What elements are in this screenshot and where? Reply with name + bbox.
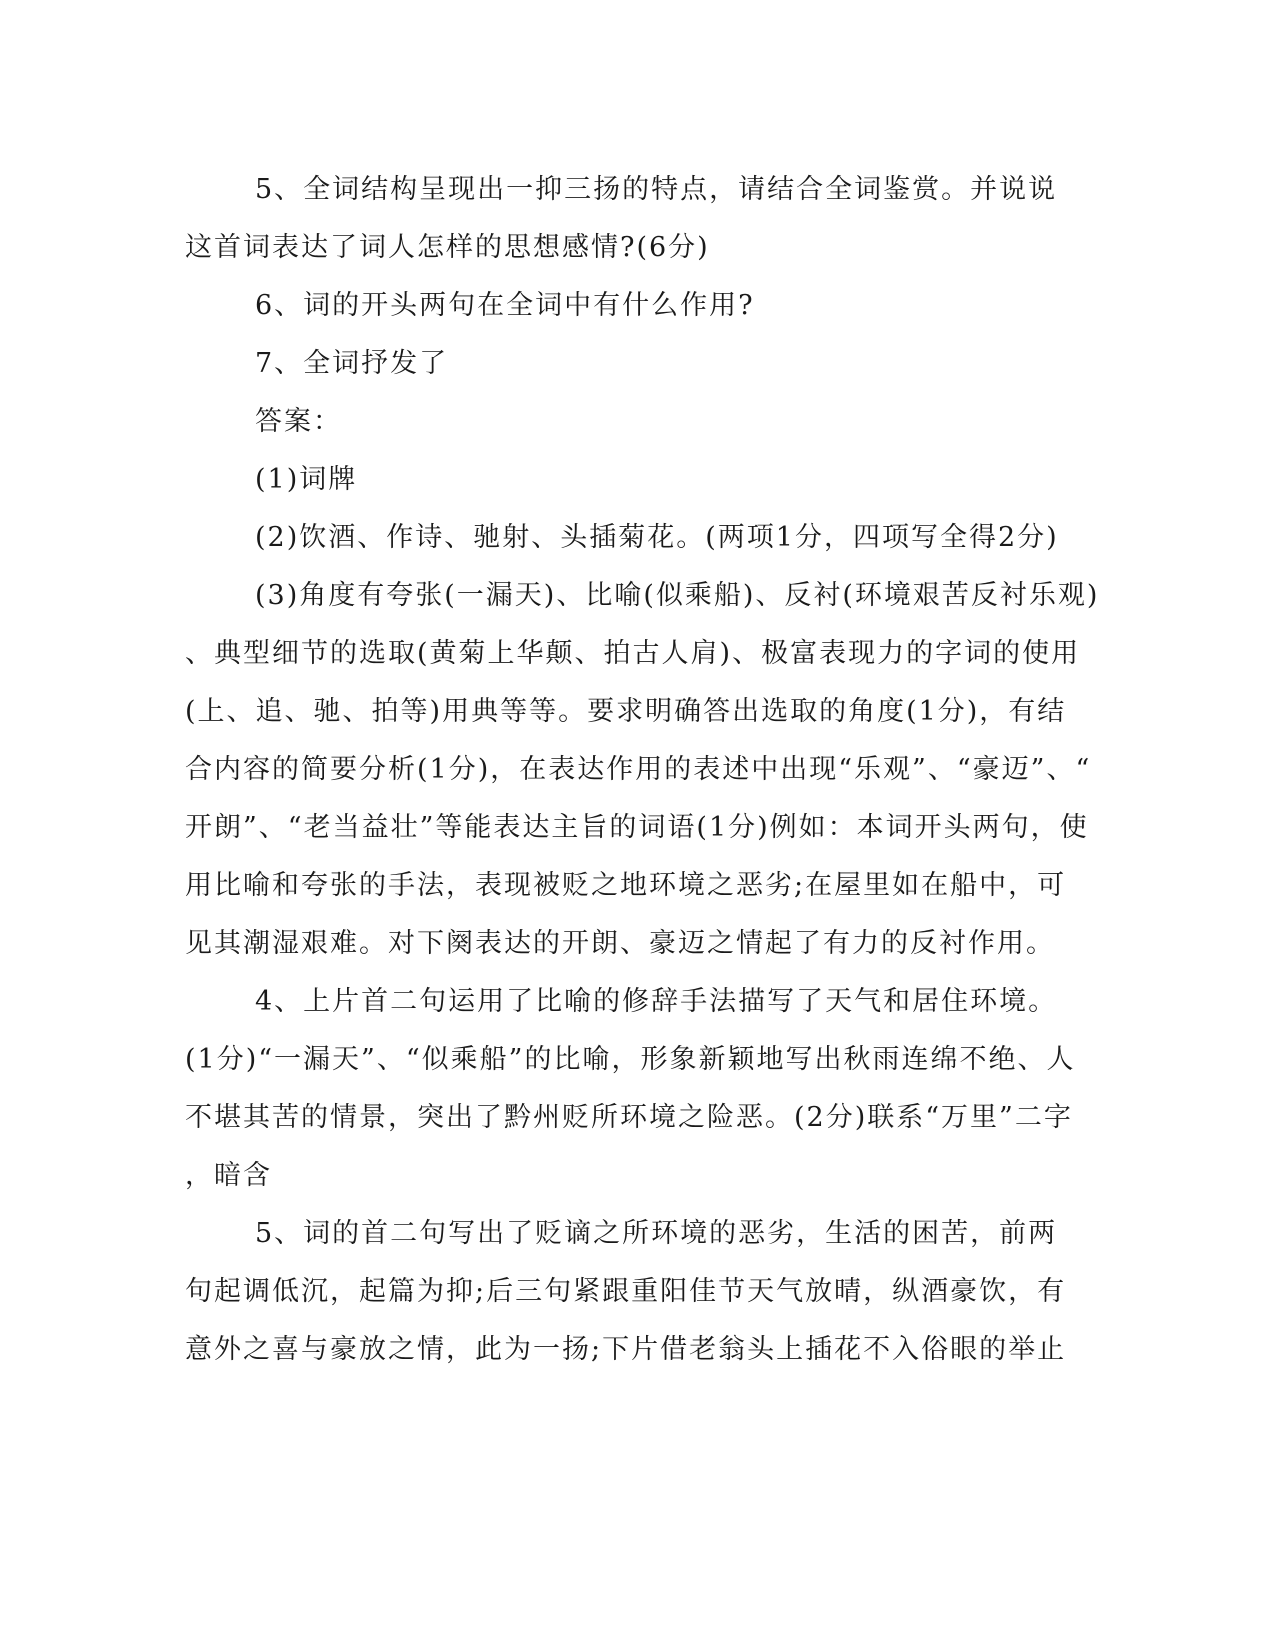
text-line: 意外之喜与豪放之情，此为一扬;下片借老翁头上插花不入俗眼的举止	[185, 1334, 1067, 1365]
text-line: 合内容的简要分析(1分)，在表达作用的表述中出现“乐观”、“豪迈”、“	[185, 754, 1092, 785]
text-line: ，暗含	[185, 1160, 272, 1191]
text-line: 6、词的开头两句在全词中有什么作用?	[255, 290, 755, 321]
text-line: (3)角度有夸张(一漏天)、比喻(似乘船)、反衬(环境艰苦反衬乐观)	[255, 580, 1100, 611]
text-line: 这首词表达了词人怎样的思想感情?(6分)	[185, 232, 710, 263]
text-line: 、典型细节的选取(黄菊上华颠、拍古人肩)、极富表现力的字词的使用	[185, 638, 1081, 669]
text-line: 5、全词结构呈现出一抑三扬的特点，请结合全词鉴赏。并说说	[255, 174, 1058, 205]
text-line: 句起调低沉，起篇为抑;后三句紧跟重阳佳节天气放晴，纵酒豪饮，有	[185, 1276, 1067, 1307]
text-line: (上、追、驰、拍等)用典等等。要求明确答出选取的角度(1分)，有结	[185, 696, 1067, 727]
text-line: 用比喻和夸张的手法，表现被贬之地环境之恶劣;在屋里如在船中，可	[185, 870, 1067, 901]
text-line: (1)词牌	[255, 464, 358, 495]
text-line: 5、词的首二句写出了贬谪之所环境的恶劣，生活的困苦，前两	[255, 1218, 1058, 1249]
text-line: 7、全词抒发了	[255, 348, 449, 379]
text-line: 4、上片首二句运用了比喻的修辞手法描写了天气和居住环境。	[255, 986, 1058, 1017]
text-line: 不堪其苦的情景，突出了黔州贬所环境之险恶。(2分)联系“万里”二字	[185, 1102, 1073, 1133]
text-line: 见其潮湿艰难。对下阕表达的开朗、豪迈之情起了有力的反衬作用。	[185, 928, 1055, 959]
text-line: (1分)“一漏天”、“似乘船”的比喻，形象新颖地写出秋雨连绵不绝、人	[185, 1044, 1076, 1075]
text-line: (2)饮酒、作诗、驰射、头插菊花。(两项1分，四项写全得2分)	[255, 522, 1059, 553]
text-line: 答案：	[255, 406, 342, 437]
text-line: 开朗”、“老当益壮”等能表达主旨的词语(1分)例如：本词开头两句，使	[185, 812, 1089, 843]
